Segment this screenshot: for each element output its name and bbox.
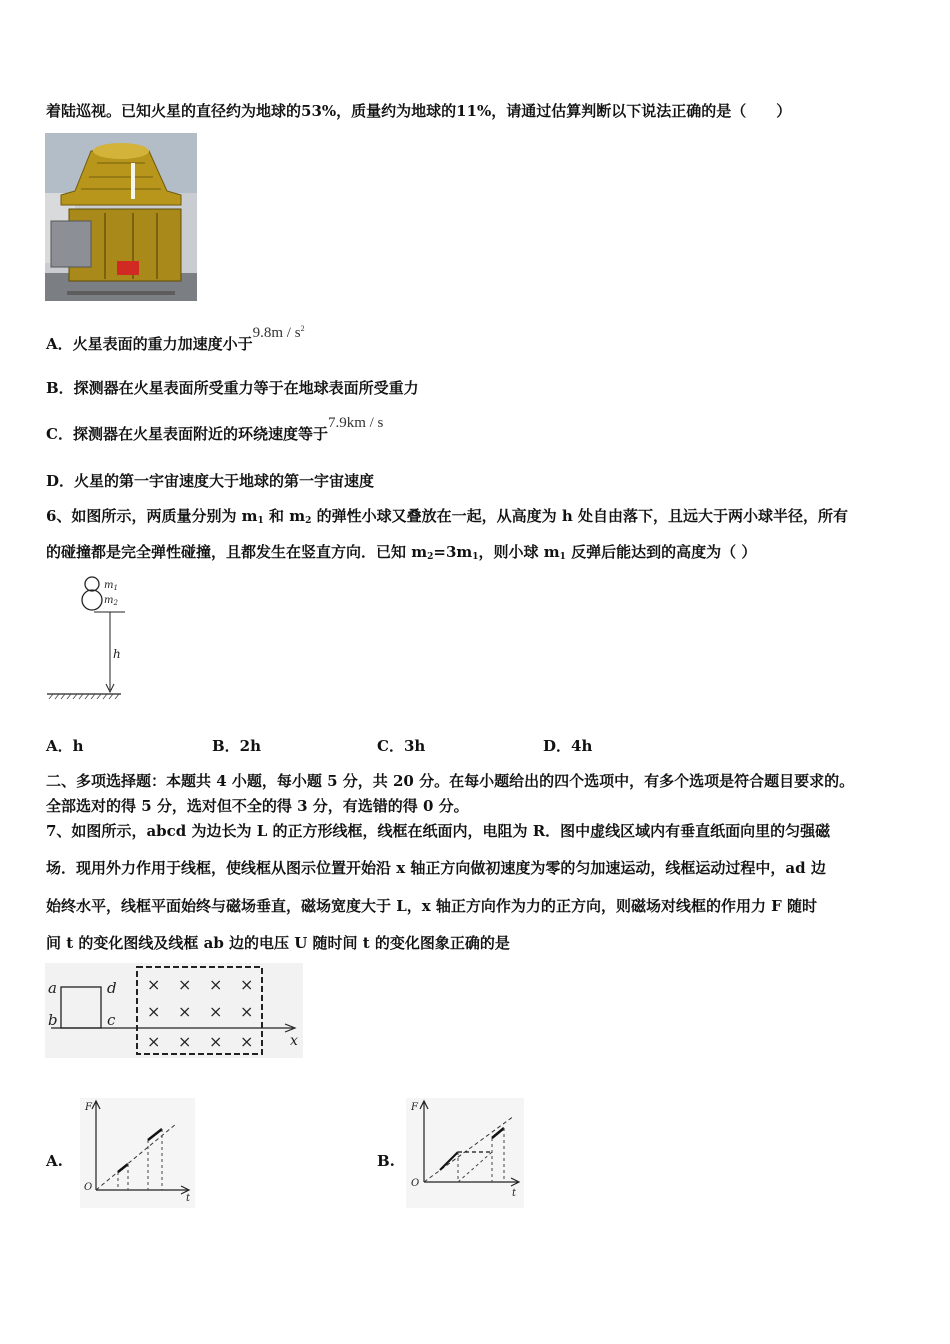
q7-stem-line-1: 7、如图所示，abcd 为边长为 L 的正方形线框，线框在纸面内，电阻为 R．图中虚线区域内有垂直纸面向里的匀强磁 <box>46 822 831 840</box>
section2-heading-line-1: 二、多项选择题：本题共 4 小题，每小题 5 分，共 20 分。在每小题给出的四个选项中，有多个选项是符合题目要求的。 <box>46 772 855 790</box>
mars-probe-photo <box>45 133 197 301</box>
q5-option-c[interactable]: C．探测器在火星表面附近的环绕速度等于7.9km / s <box>46 415 384 443</box>
q6-balls-figure <box>45 574 135 704</box>
q7-stem-line-2: 场．现用外力作用于线框，使线框从图示位置开始沿 x 轴正方向做初速度为零的匀加速运动，线框运动过程中，ad 边 <box>46 859 826 877</box>
label-h: h <box>113 647 121 661</box>
label-a: a <box>48 979 57 997</box>
svg-text:×: × <box>240 975 254 994</box>
svg-text:t: t <box>186 1193 191 1204</box>
ball-m2 <box>82 590 102 610</box>
svg-text:×: × <box>147 1002 161 1021</box>
q6-stem-line-2: 的碰撞都是完全弹性碰撞，且都发生在竖直方向．已知 $m_2=3m_1$，则小球 $m_1$ 反弹后能达到的高度为（ ） <box>46 543 757 562</box>
q7-stem-line-3: 始终水平，线框平面始终与磁场垂直，磁场宽度大于 L，x 轴正方向作为力的正方向，则磁场对线框的作用力 F 随时 <box>46 897 818 915</box>
q5-option-a-formula: $9.8m / s^2$ <box>252 324 305 341</box>
q5-option-a[interactable]: A．火星表面的重力加速度小于$9.8m / s^2$ <box>46 324 305 353</box>
label-d: d <box>107 979 117 997</box>
svg-text:×: × <box>147 1032 161 1051</box>
svg-text:×: × <box>240 1032 254 1051</box>
label-c: c <box>107 1011 116 1029</box>
label-m2: $m_2$ <box>104 595 118 607</box>
q5-option-d[interactable]: D．火星的第一宇宙速度大于地球的第一宇宙速度 <box>46 472 375 490</box>
q7-option-a-graph[interactable] <box>80 1098 195 1208</box>
q7-option-b-label[interactable]: B. <box>377 1152 395 1170</box>
svg-text:O: O <box>84 1182 93 1193</box>
svg-text:×: × <box>240 1002 254 1021</box>
q7-option-a-label[interactable]: A. <box>46 1152 63 1170</box>
svg-text:O: O <box>411 1178 420 1189</box>
svg-text:×: × <box>147 975 161 994</box>
q5-stem-tail: 着陆巡视。已知火星的直径约为地球的53%，质量约为地球的11%，请通过估算判断以下说法正确的是（ ） <box>46 102 792 120</box>
svg-text:×: × <box>209 975 223 994</box>
label-x: x <box>290 1033 298 1049</box>
q6-option-d[interactable]: D．4h <box>543 737 593 755</box>
svg-text:×: × <box>209 1032 223 1051</box>
svg-text:×: × <box>178 1032 192 1051</box>
label-b: b <box>48 1011 58 1029</box>
svg-text:×: × <box>209 1002 223 1021</box>
q5-option-b[interactable]: B．探测器在火星表面所受重力等于在地球表面所受重力 <box>46 379 419 397</box>
q6-option-c[interactable]: C．3h <box>377 737 426 755</box>
svg-text:F: F <box>411 1102 418 1113</box>
q7-stem-line-4: 间 t 的变化图线及线框 ab 边的电压 U 随时间 t 的变化图象正确的是 <box>46 934 510 952</box>
q6-stem-line-1: 6、如图所示，两质量分别为 $m_1$ 和 $m_2$ 的弹性小球又叠放在一起，从高度为 h 处自由落下，且远大于两小球半径，所有 <box>46 507 848 526</box>
label-m1: $m_1$ <box>104 580 118 592</box>
ball-m1 <box>85 577 99 591</box>
svg-text:×: × <box>178 975 192 994</box>
q6-option-b[interactable]: B．2h <box>212 737 262 755</box>
q7-magnetic-field-figure <box>45 963 303 1058</box>
svg-text:×: × <box>178 1002 192 1021</box>
q6-option-a[interactable]: A．h <box>46 737 84 755</box>
section2-heading-line-2: 全部选对的得 5 分，选对但不全的得 3 分，有选错的得 0 分。 <box>46 797 469 815</box>
q5-option-c-formula: 7.9km / s <box>327 415 384 431</box>
svg-text:F: F <box>85 1102 92 1113</box>
svg-text:t: t <box>512 1188 517 1199</box>
q7-option-b-graph[interactable] <box>406 1098 524 1208</box>
